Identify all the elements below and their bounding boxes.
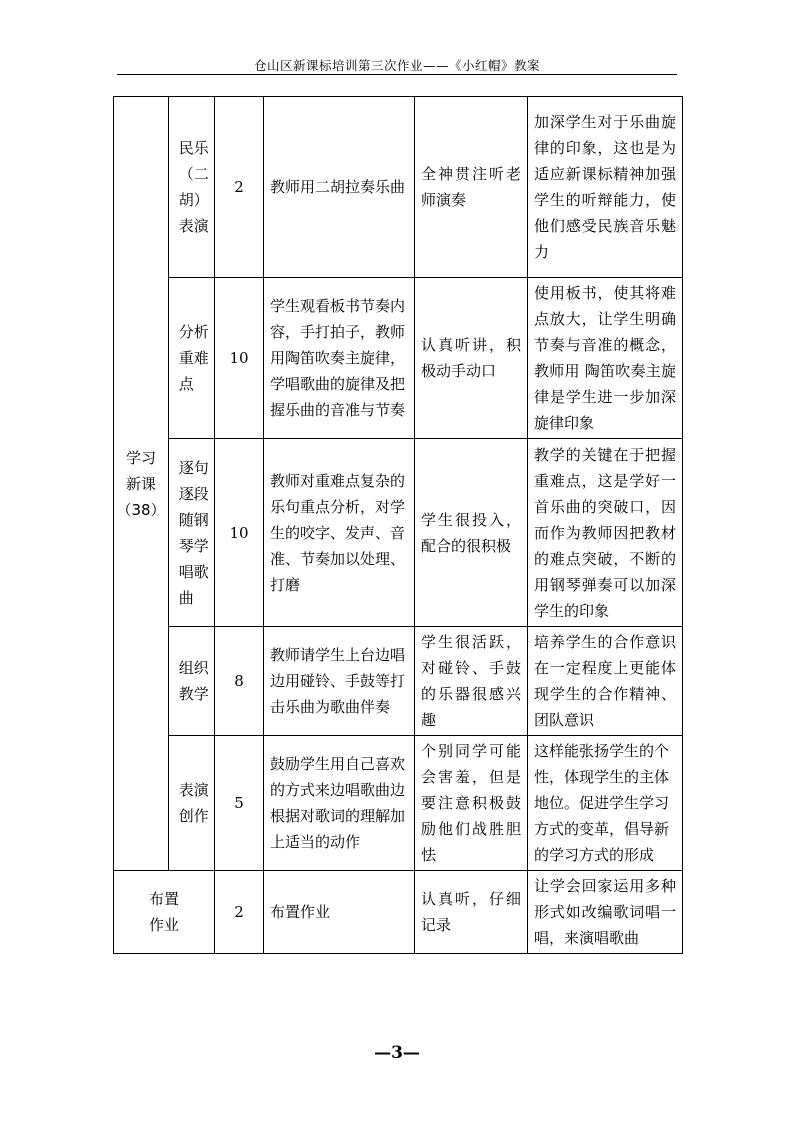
table-row [114, 439, 683, 627]
teacher-activity-cell: 教师请学生上台边唱边用碰铃、手鼓等打击乐曲为歌曲伴奏 [264, 627, 415, 736]
teacher-activity-cell: 布置作业 [264, 871, 415, 954]
header-rule [117, 74, 677, 75]
teacher-activity-cell: 鼓励学生用自己喜欢的方式来边唱歌曲边根据对歌词的理解加上适当的动作 [264, 736, 415, 871]
subsection-cell: 逐句逐段随钢琴学唱歌曲 [169, 439, 215, 627]
student-activity-cell: 全神贯注听老师演奏 [415, 97, 528, 278]
table-row [114, 97, 683, 278]
subsection-cell: 组织教学 [169, 627, 215, 736]
section-homework-line-1: 布置 [148, 890, 179, 908]
design-intent-cell: 使用板书，使其将难点放大，让学生明确节奏与音准的概念，教师用 陶笛吹奏主旋律是学生进一步加深旋律印象 [528, 278, 683, 439]
lesson-plan-table [113, 96, 683, 954]
subsection-cell: 民乐（二胡）表演 [169, 97, 215, 278]
section-learn-line-3: （38） [116, 500, 166, 519]
student-activity-cell: 认真听，仔细记录 [415, 871, 528, 954]
design-intent-cell: 加深学生对于乐曲旋律的印象，这也是为适应新课标精神加强学生的听辩能力，使他们感受民族音乐魅力 [528, 97, 683, 278]
page-number: —3— [374, 1043, 420, 1063]
table-row [114, 278, 683, 439]
student-activity-cell: 个别同学可能会害羞，但是要注意积极鼓励他们战胜胆怯 [415, 736, 528, 871]
minutes-cell: 5 [215, 736, 264, 871]
teacher-activity-cell: 教师用二胡拉奏乐曲 [264, 97, 415, 278]
minutes-cell: 10 [215, 439, 264, 627]
section-homework-cell [114, 871, 215, 954]
minutes-cell: 8 [215, 627, 264, 736]
subsection-cell: 表演创作 [169, 736, 215, 871]
section-learn-cell [114, 97, 169, 871]
design-intent-cell: 培养学生的合作意识在一定程度上更能体现学生的合作精神、团队意识 [528, 627, 683, 736]
student-activity-cell: 学生很投入，配合的很积极 [415, 439, 528, 627]
table-row [114, 627, 683, 736]
student-activity-cell: 认真听讲，积极动手动口 [415, 278, 528, 439]
page-header: 仓山区新课标培训第三次作业——《小红帽》教案 [253, 58, 540, 73]
subsection-cell: 分析重难点 [169, 278, 215, 439]
teacher-activity-cell: 教师对重难点复杂的乐句重点分析，对学生的咬字、发声、音准、节奏加以处理、打磨 [264, 439, 415, 627]
student-activity-cell: 学生很活跃，对碰铃、手鼓的乐器很感兴趣 [415, 627, 528, 736]
teacher-activity-cell: 学生观看板书节奏内容，手打拍子，教师用陶笛吹奏主旋律，学唱歌曲的旋律及把握乐曲的音准与节奏 [264, 278, 415, 439]
section-homework-line-2: 作业 [148, 916, 179, 934]
minutes-cell: 10 [215, 278, 264, 439]
design-intent-cell: 这样能张扬学生的个性，体现学生的主体地位。促进学生学习方式的变革，倡导新的学习方式的形成 [528, 736, 683, 871]
design-intent-cell: 教学的关键在于把握重难点，这是学好一首乐曲的突破口，因而作为教师因把教材的难点突破，不断的用钢琴弹奏可以加深学生的印象 [528, 439, 683, 627]
section-learn-line-1: 学习 [125, 448, 156, 467]
table-row [114, 871, 683, 954]
section-learn-line-2: 新课 [125, 474, 156, 493]
table-row [114, 736, 683, 871]
minutes-cell: 2 [215, 97, 264, 278]
minutes-cell: 2 [215, 871, 264, 954]
design-intent-cell: 让学会回家运用多种形式如改编歌词唱一唱，来演唱歌曲 [528, 871, 683, 954]
